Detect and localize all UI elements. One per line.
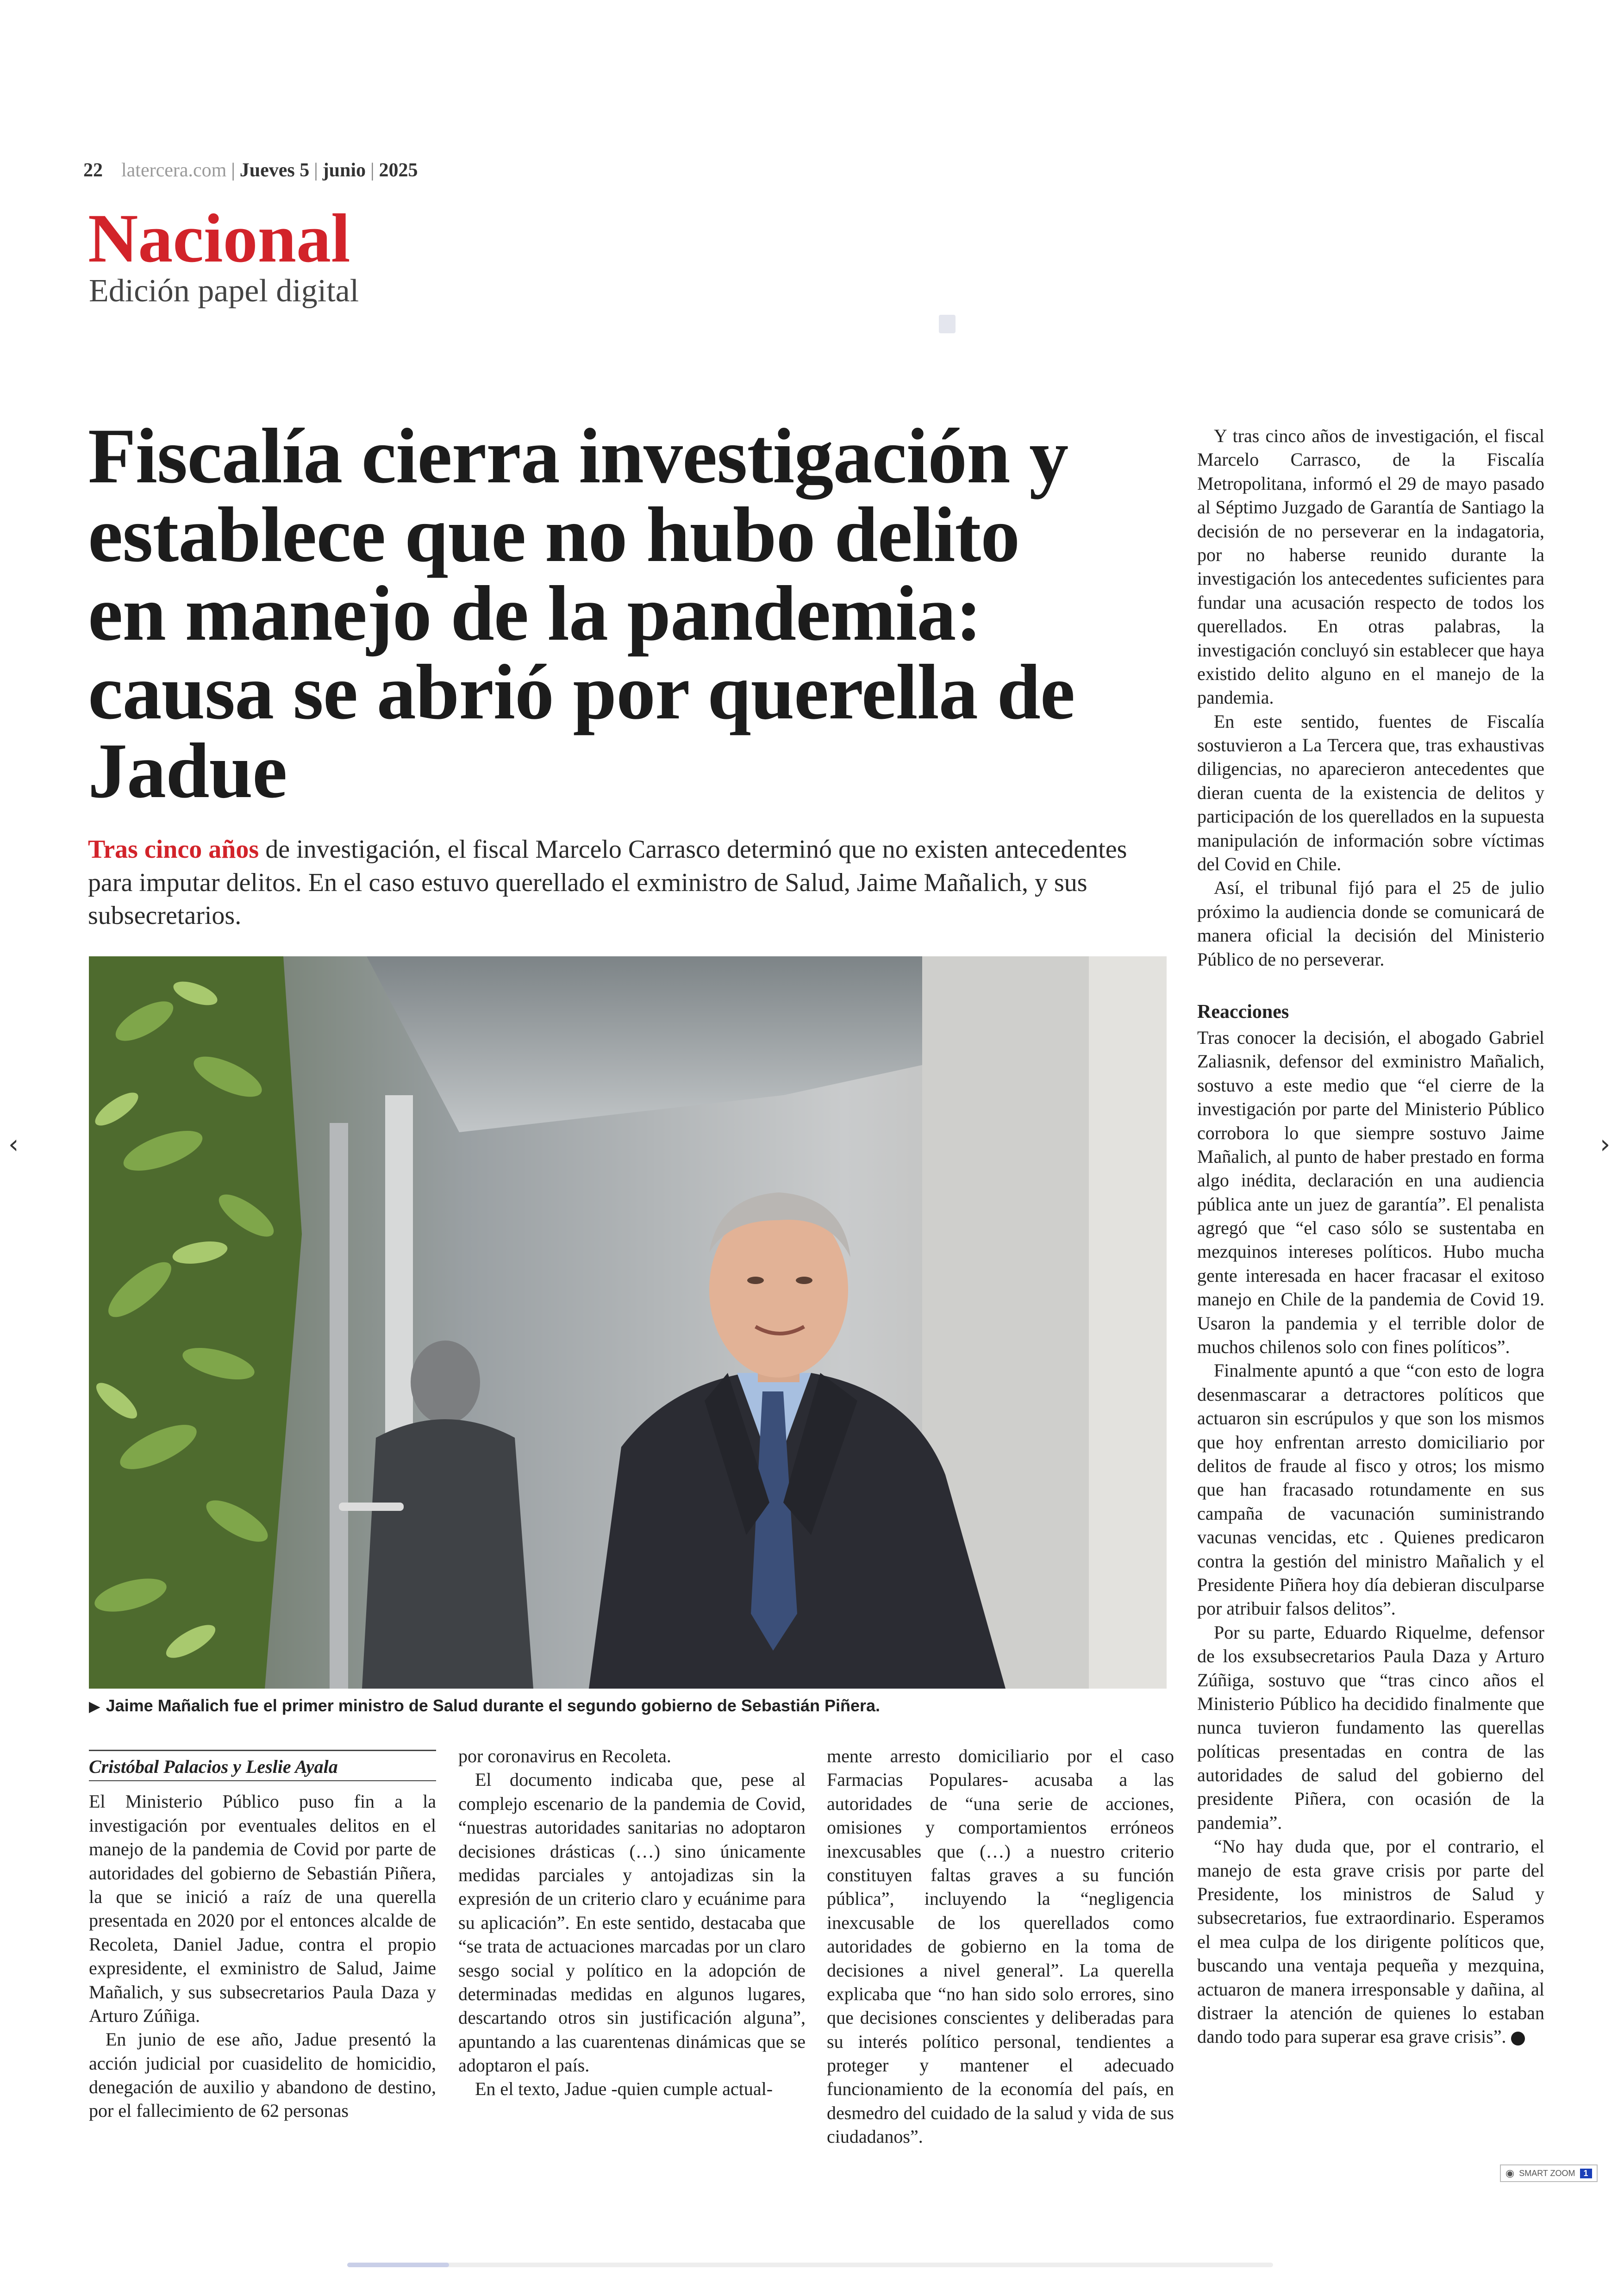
article-column-3 bbox=[827, 1744, 1174, 2149]
section-title: Nacional bbox=[88, 200, 350, 277]
caption-text: Jaime Mañalich fue el primer ministro de Salud durante el segundo gobierno de Sebastián Piñera. bbox=[106, 1696, 881, 1715]
next-page-arrow[interactable]: › bbox=[1600, 1129, 1611, 1160]
deck-kicker: Tras cinco años bbox=[88, 835, 259, 864]
paragraph: Finalmente apuntó a que “con esto de logra desenmascarar a detractores políticos que actuaron sin escrúpulos y que son los mismos que hoy enfrentan arresto domiciliario por delitos de fraude al fisco y otros; los mismo que han fracasado rotundamente en sus campaña de vacunación suministrando vacunas vencidas, etc . Quienes predicaron contra la gestión del ministro Mañalich y el Presidente Piñera hoy día debieran disculparse por atribuir falsos delitos”. bbox=[1197, 1360, 1544, 1619]
eye-icon: ◉ bbox=[1505, 2167, 1515, 2179]
folio-month: junio bbox=[322, 160, 366, 181]
smart-zoom-button[interactable] bbox=[1500, 2164, 1598, 2182]
paragraph: Así, el tribunal fijó para el 25 de julio próximo la audiencia donde se comunicará de manera oficial la decisión del Ministerio Público de no perseverar. bbox=[1197, 877, 1544, 970]
photo-caption bbox=[89, 1696, 1167, 1715]
prev-page-arrow[interactable]: ‹ bbox=[8, 1129, 19, 1160]
article-column-4 bbox=[1197, 424, 1544, 2049]
paragraph bbox=[1197, 1834, 1544, 2049]
scroll-progress-track[interactable] bbox=[347, 2263, 1273, 2267]
article-column-2 bbox=[458, 1744, 806, 2101]
scroll-progress-fill bbox=[347, 2263, 449, 2267]
paragraph: Tras conocer la decisión, el abogado Gabriel Zaliasnik, defensor del exministro Mañalich, sostuvo a este medio que “el cierre de la investigación por parte del Ministerio Público corrobora lo que siempre sostuvo Jaime Mañalich, al punto de haber prestado en forma algo inédita, declaración en una audiencia pública ante un juez de garantía”. El penalista agregó que “el caso sólo se sustentaba en mezquinos intereses políticos. Hubo mucha gente interesada en hacer fracasar el exitoso manejo en Chile de la pandemia de Covid 19. Usaron la pandemia y el terrible dolor de muchos chilenos solo con fines políticos”. bbox=[1197, 1027, 1544, 1358]
caption-triangle-icon: ▶ bbox=[89, 1698, 100, 1715]
edition-label: Edición papel digital bbox=[89, 273, 359, 309]
page-folio: 22 latercera.com | Jueves 5 | junio | 2025 bbox=[83, 160, 418, 181]
article-photo bbox=[89, 956, 1167, 1689]
paragraph-text: “No hay duda que, por el contrario, el manejo de esta grave crisis por parte del Presidente, los ministros de Salud y subsecretarios, fue extraordinario. Esperamos el mea culpa de los dirigente políticos que, buscando una ventaja pequeña y mezquina, actuaron de manera irresponsable y dañina, al distraer la atención de quienes lo estaban dando todo para superar esa grave crisis”. bbox=[1197, 1836, 1544, 2047]
paragraph: El documento indicaba que, pese al complejo escenario de la pandemia de Covid, “nuestras autoridades sanitarias no adoptaron decisiones drásticas (…) sino únicamente medidas parciales y antojadizas sin la expresión de un criterio claro y ecuánime para su aplicación”. En este sentido, destacaba que “se trata de actuaciones marcadas por un claro sesgo social y político en la adopción de determinadas medidas en algunos lugares, descartando otros sin justificación alguna”, apuntando a las cuarentenas dinámicas que se adoptaron el país. bbox=[458, 1769, 806, 2076]
site-name: latercera.com bbox=[121, 160, 227, 181]
deck-text: de investigación, el fiscal Marcelo Carrasco determinó que no existen antecedentes para imputar delitos. En el caso estuvo querellado el exministro de Salud, Jaime Mañalich, y sus subsecretarios. bbox=[88, 835, 1127, 930]
page-number: 22 bbox=[83, 160, 103, 181]
subhead-reacciones: Reacciones bbox=[1197, 1001, 1289, 1023]
paragraph: Por su parte, Eduardo Riquelme, defensor de los exsubsecretarios Paula Daza y Arturo Zúñiga, sostuvo que “tras cinco años el Ministerio Público ha decidido finalmente que nunca tuvieron fundamento las querellas políticas presentadas en contra de las autoridades de salud del gobierno del presidente Piñera, con ocasión de la pandemia”. bbox=[1197, 1621, 1544, 1833]
article-headline: Fiscalía cierra investigación y establece que no hubo delito en manejo de la pandemia: causa se abrió por querella de Jadue bbox=[88, 412, 1075, 814]
folio-day: Jueves 5 bbox=[239, 160, 310, 181]
portrait-illustration bbox=[89, 956, 1167, 1689]
paragraph: Y tras cinco años de investigación, el fiscal Marcelo Carrasco, de la Fiscalía Metropolitana, informó el 29 de mayo pasado al Séptimo Juzgado de Garantía de Santiago la decisión de no perseverar en la indagatoria, por no haberse reunido durante la investigación los antecedentes suficientes para fundar una acusación respecto de todos los querellados. En otras palabras, la investigación concluyó sin establecer que haya existido delito alguno en el manejo de la pandemia. bbox=[1197, 425, 1544, 708]
smart-zoom-count: 1 bbox=[1580, 2169, 1592, 2178]
byline: Cristóbal Palacios y Leslie Ayala bbox=[89, 1750, 436, 1781]
paragraph: El Ministerio Público puso fin a la investigación por eventuales delitos en el manejo de la pandemia de Covid por parte de autoridades del gobierno de Sebastián Piñera, la que se inició a raíz de una querella presentada en 2020 por el entonces alcalde de Recoleta, Daniel Jadue, contra el propio expresidente, el exministro de Salud, Jaime Mañalich, y sus subsecretarios Paula Daza y Arturo Zúñiga. bbox=[89, 1791, 436, 2026]
smart-zoom-label: SMART ZOOM bbox=[1519, 2168, 1575, 2178]
folio-year: 2025 bbox=[379, 160, 418, 181]
paragraph: mente arresto domiciliario por el caso Farmacias Populares- acusaba a las autoridades de “una serie de acciones, omisiones y comportamientos erróneos inexcusables que (…) a nuestro criterio constituyen faltas graves a su función pública”, incluyendo la “negligencia inexcusable de los querellados como autoridades de gobierno en la toma de decisiones a nivel general”. La querella explicaba que “no han sido solo errores, sino que decisiones conscientes y deliberadas para su interés político personal, tendientes a proteger y mantener el adecuado funcionamiento de la economía del país, en desmedro del cuidado de la salud y vida de sus ciudadanos”. bbox=[827, 1746, 1174, 2147]
paragraph: por coronavirus en Recoleta. bbox=[458, 1746, 671, 1766]
article-column-1 bbox=[89, 1750, 436, 2123]
paragraph: En este sentido, fuentes de Fiscalía sostuvieron a La Tercera que, tras exhaustivas diligencias, no aparecieron antecedentes que dieran cuenta de la existencia de delitos y participación de los querellados en la supuesta manipulación de información sobre víctimas del Covid en Chile. bbox=[1197, 711, 1544, 875]
page-marker-icon[interactable] bbox=[939, 315, 956, 333]
paragraph: En el texto, Jadue -quien cumple actual- bbox=[475, 2078, 773, 2100]
article-deck bbox=[88, 833, 1153, 933]
paragraph: En junio de ese año, Jadue presentó la acción judicial por cuasidelito de homicidio, denegación de auxilio y abandono de destino, por el fallecimiento de 62 personas bbox=[89, 2029, 436, 2121]
end-mark-icon bbox=[1511, 2032, 1525, 2046]
